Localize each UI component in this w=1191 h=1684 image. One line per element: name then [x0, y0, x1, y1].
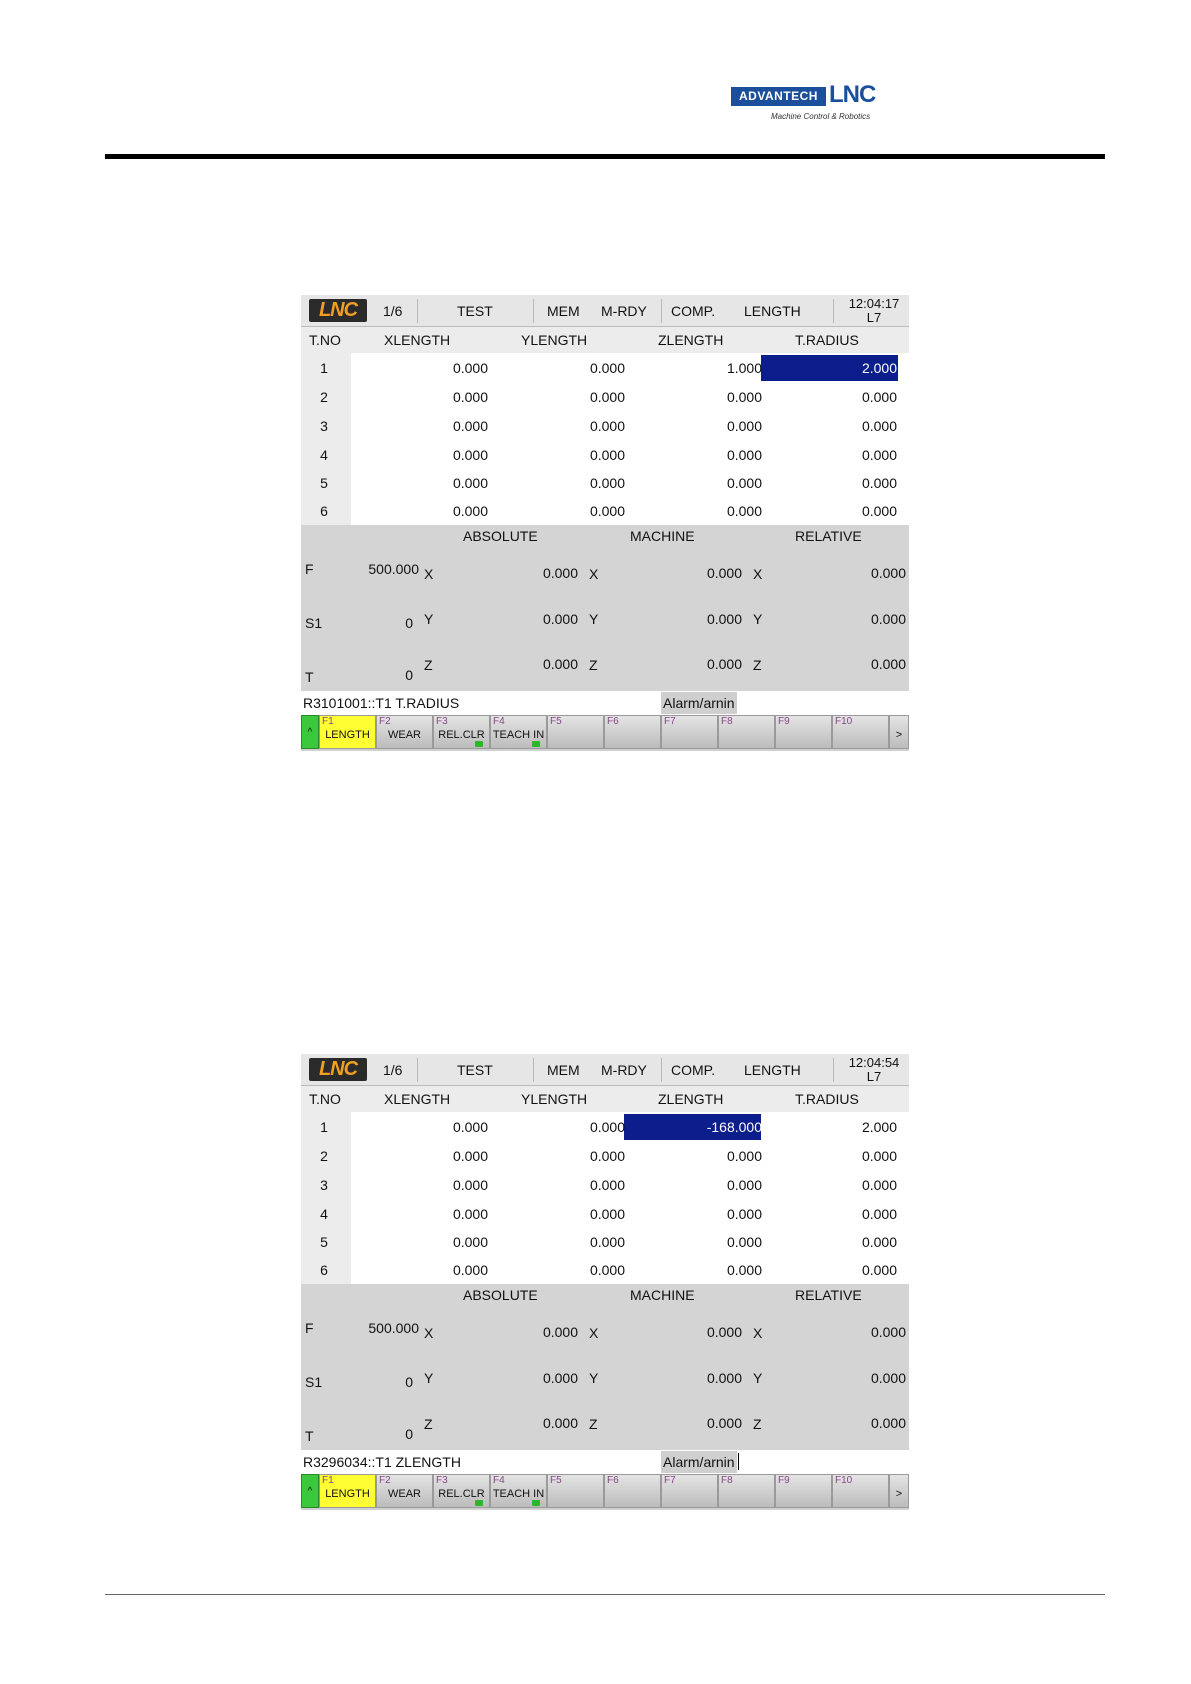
fkey-number: F2: [379, 1475, 391, 1486]
col-ylength: YLENGTH: [521, 332, 588, 348]
tool-label: T: [305, 1428, 314, 1444]
divider: [661, 1058, 662, 1082]
fkey-number: F4: [493, 716, 505, 727]
col-tno: T.NO: [309, 332, 341, 348]
f5-button[interactable]: [547, 715, 604, 749]
f10-button[interactable]: [832, 715, 889, 749]
ylength-cell[interactable]: 0.000: [589, 1234, 625, 1250]
ready-status: M-RDY: [601, 1062, 647, 1078]
brand-tagline: Machine Control & Robotics: [771, 112, 871, 121]
table-row[interactable]: [301, 1256, 909, 1284]
page-indicator: 1/6: [383, 1062, 403, 1078]
message-bar: [301, 691, 909, 715]
page-indicator: 1/6: [383, 303, 403, 319]
tno-cell: 1: [320, 360, 328, 376]
fkey-label: REL.CLR: [438, 729, 485, 741]
tradius-cell[interactable]: 0.000: [861, 1177, 897, 1193]
message-bar: [301, 1450, 909, 1474]
fkey-number: F5: [550, 716, 562, 727]
mem-label: MEM: [547, 303, 580, 319]
tool-value: 0: [405, 1426, 413, 1442]
abs-axis-label: Y: [424, 611, 434, 627]
feed-label: F: [305, 1320, 314, 1336]
fkey-label: TEACH IN: [492, 1488, 545, 1500]
f8-button[interactable]: [718, 1474, 775, 1508]
user-level: L7: [866, 310, 882, 325]
rel-axis-label: Z: [753, 1416, 762, 1432]
f2-wear-button[interactable]: [376, 1474, 433, 1508]
zlength-cell[interactable]: 1.000: [726, 360, 762, 376]
tool-value: 0: [405, 667, 413, 683]
xlength-cell[interactable]: 0.000: [452, 360, 488, 376]
ready-status: M-RDY: [601, 303, 647, 319]
abs-x-value: 0.000: [542, 565, 578, 581]
tno-cell: 2: [320, 1148, 328, 1164]
mach-z-value: 0.000: [706, 656, 742, 672]
f4-teach-in-button[interactable]: [490, 1474, 547, 1508]
advantech-lnc-logo: [731, 81, 881, 127]
xlength-cell[interactable]: 0.000: [452, 418, 488, 434]
zlength-cell[interactable]: 0.000: [726, 1177, 762, 1193]
zlength-cell[interactable]: 0.000: [726, 475, 762, 491]
brand-mark: LNC: [829, 81, 876, 108]
mach-x-value: 0.000: [706, 1324, 742, 1340]
spindle-value: 0: [405, 1374, 413, 1390]
f8-button[interactable]: [718, 715, 775, 749]
fkey-number: F8: [721, 716, 733, 727]
comp-label: COMP.: [671, 1062, 716, 1078]
function-key-bar: [301, 715, 909, 751]
fkey-number: F7: [664, 716, 676, 727]
tradius-cell[interactable]: 0.000: [861, 389, 897, 405]
rel-axis-label: X: [753, 1325, 763, 1341]
ylength-cell[interactable]: 0.000: [589, 1119, 625, 1135]
tno-cell: 2: [320, 389, 328, 405]
zlength-cell[interactable]: 0.000: [726, 1262, 762, 1278]
fkey-number: F3: [436, 1475, 448, 1486]
xlength-cell[interactable]: 0.000: [452, 1177, 488, 1193]
tradius-cell[interactable]: 0.000: [861, 475, 897, 491]
machine-header: MACHINE: [630, 1287, 695, 1303]
abs-axis-label: Z: [424, 657, 433, 673]
top-status-bar: [301, 295, 909, 327]
table-row[interactable]: [301, 1228, 909, 1256]
f4-teach-in-button[interactable]: [490, 715, 547, 749]
tno-cell: 3: [320, 1177, 328, 1193]
fkey-number: F10: [835, 1475, 853, 1486]
cnc-screen-2: [301, 1054, 909, 1510]
ylength-cell[interactable]: 0.000: [589, 503, 625, 519]
user-level: L7: [866, 1069, 882, 1084]
xlength-cell[interactable]: 0.000: [452, 1234, 488, 1250]
f7-button[interactable]: [661, 715, 718, 749]
comp-label: COMP.: [671, 303, 716, 319]
col-zlength: ZLENGTH: [658, 1091, 724, 1107]
tool-label: T: [305, 669, 314, 685]
rel-z-value: 0.000: [870, 656, 906, 672]
divider: [833, 1058, 834, 1082]
tno-cell: 4: [320, 447, 328, 463]
f3-rel-clr-button[interactable]: [433, 715, 490, 749]
rel-x-value: 0.000: [870, 565, 906, 581]
mach-axis-label: Z: [589, 1416, 598, 1432]
fkey-number: F9: [778, 1475, 790, 1486]
zlength-cell-selected[interactable]: -168.000: [706, 1119, 762, 1135]
status-message: R3296034::T1 ZLENGTH: [303, 1454, 461, 1470]
header-rule: [105, 154, 1105, 159]
fkey-number: F9: [778, 716, 790, 727]
lnc-logo: LNC: [309, 299, 367, 322]
mode-label: TEST: [457, 1062, 493, 1078]
fkey-number: F5: [550, 1475, 562, 1486]
spindle-label: S1: [305, 1374, 323, 1390]
f9-button[interactable]: [775, 1474, 832, 1508]
f1-length-button[interactable]: [319, 1474, 376, 1508]
screen-title: LENGTH: [744, 303, 801, 319]
divider: [533, 299, 534, 323]
footer-rule: [105, 1594, 1105, 1595]
mach-x-value: 0.000: [706, 565, 742, 581]
fkey-number: F3: [436, 716, 448, 727]
function-key-bar: [301, 1474, 909, 1510]
fkey-label: LENGTH: [325, 729, 370, 741]
fkey-label: REL.CLR: [438, 1488, 485, 1500]
fkey-number: F7: [664, 1475, 676, 1486]
mach-z-value: 0.000: [706, 1415, 742, 1431]
mach-axis-label: X: [589, 566, 599, 582]
table-row[interactable]: [301, 412, 909, 440]
feed-label: F: [305, 561, 314, 577]
mach-y-value: 0.000: [706, 611, 742, 627]
table-row[interactable]: [301, 383, 909, 411]
abs-y-value: 0.000: [542, 611, 578, 627]
tradius-cell[interactable]: 0.000: [861, 447, 897, 463]
mach-y-value: 0.000: [706, 1370, 742, 1386]
tno-cell: 5: [320, 1234, 328, 1250]
fkey-number: F2: [379, 716, 391, 727]
tradius-cell[interactable]: 0.000: [861, 1262, 897, 1278]
zlength-cell[interactable]: 0.000: [726, 1206, 762, 1222]
fkey-number: F4: [493, 1475, 505, 1486]
zlength-cell[interactable]: 0.000: [726, 1148, 762, 1164]
col-tno: T.NO: [309, 1091, 341, 1107]
tradius-cell-selected[interactable]: 2.000: [861, 360, 897, 376]
divider: [417, 1058, 418, 1082]
table-row[interactable]: [301, 1142, 909, 1170]
mem-label: MEM: [547, 1062, 580, 1078]
abs-axis-label: Y: [424, 1370, 434, 1386]
divider: [417, 299, 418, 323]
status-message: R3101001::T1 T.RADIUS: [303, 695, 460, 711]
fkey-number: F1: [322, 716, 334, 727]
fkey-number: F10: [835, 716, 853, 727]
feed-value: 500.000: [368, 561, 419, 577]
text-cursor: [738, 1453, 739, 1470]
xlength-cell[interactable]: 0.000: [452, 1148, 488, 1164]
rel-z-value: 0.000: [870, 1415, 906, 1431]
table-row[interactable]: [301, 497, 909, 525]
table-row[interactable]: [301, 1113, 909, 1141]
clock-time: 12:04:54: [848, 1055, 900, 1070]
softkey-page-up-button[interactable]: ^: [301, 1474, 319, 1508]
col-xlength: XLENGTH: [384, 332, 451, 348]
rel-axis-label: Z: [753, 657, 762, 673]
chevron-right-icon: >: [895, 729, 903, 741]
fkey-number: F6: [607, 1475, 619, 1486]
abs-z-value: 0.000: [542, 1415, 578, 1431]
rel-axis-label: Y: [753, 1370, 763, 1386]
clock: [841, 297, 907, 325]
zlength-cell[interactable]: 0.000: [726, 389, 762, 405]
mach-axis-label: Y: [589, 611, 599, 627]
tno-cell: 4: [320, 1206, 328, 1222]
softkey-page-up-button[interactable]: ^: [301, 715, 319, 749]
machine-header: MACHINE: [630, 528, 695, 544]
spindle-label: S1: [305, 615, 323, 631]
zlength-cell[interactable]: 0.000: [726, 503, 762, 519]
xlength-cell[interactable]: 0.000: [452, 447, 488, 463]
f10-button[interactable]: [832, 1474, 889, 1508]
clock-time: 12:04:17: [848, 296, 900, 311]
fkey-label: WEAR: [388, 1488, 421, 1500]
softkey-next-button[interactable]: [889, 715, 909, 749]
zlength-cell[interactable]: 0.000: [726, 447, 762, 463]
mach-axis-label: Y: [589, 1370, 599, 1386]
fkey-number: F6: [607, 716, 619, 727]
zlength-cell[interactable]: 0.000: [726, 418, 762, 434]
f2-wear-button[interactable]: [376, 715, 433, 749]
led-indicator: [532, 741, 540, 747]
ylength-cell[interactable]: 0.000: [589, 389, 625, 405]
ylength-cell[interactable]: 0.000: [589, 1148, 625, 1164]
relative-header: RELATIVE: [795, 1287, 862, 1303]
table-header: [301, 327, 909, 353]
ylength-cell[interactable]: 0.000: [589, 1262, 625, 1278]
ylength-cell[interactable]: 0.000: [589, 1206, 625, 1222]
top-status-bar: [301, 1054, 909, 1086]
abs-axis-label: X: [424, 566, 434, 582]
mach-axis-label: X: [589, 1325, 599, 1341]
ylength-cell[interactable]: 0.000: [589, 475, 625, 491]
ylength-cell[interactable]: 0.000: [589, 418, 625, 434]
fkey-number: F1: [322, 1475, 334, 1486]
table-header: [301, 1086, 909, 1112]
divider: [533, 1058, 534, 1082]
chevron-right-icon: >: [895, 1488, 903, 1500]
tno-cell: 5: [320, 475, 328, 491]
brand-name: ADVANTECH: [731, 87, 826, 106]
softkey-next-button[interactable]: [889, 1474, 909, 1508]
ylength-cell[interactable]: 0.000: [589, 360, 625, 376]
ylength-cell[interactable]: 0.000: [589, 1177, 625, 1193]
fkey-label: TEACH IN: [492, 729, 545, 741]
led-indicator: [532, 1500, 540, 1506]
col-tradius: T.RADIUS: [795, 332, 859, 348]
tradius-cell[interactable]: 0.000: [861, 1148, 897, 1164]
alarm-warning-button[interactable]: Alarm/arnin: [661, 1451, 737, 1473]
absolute-header: ABSOLUTE: [463, 1287, 538, 1303]
f6-button[interactable]: [604, 715, 661, 749]
f1-length-button[interactable]: [319, 715, 376, 749]
xlength-cell[interactable]: 0.000: [452, 1206, 488, 1222]
rel-x-value: 0.000: [870, 1324, 906, 1340]
relative-header: RELATIVE: [795, 528, 862, 544]
cnc-screen-1: [301, 295, 909, 751]
absolute-header: ABSOLUTE: [463, 528, 538, 544]
mach-axis-label: Z: [589, 657, 598, 673]
rel-y-value: 0.000: [870, 1370, 906, 1386]
f5-button[interactable]: [547, 1474, 604, 1508]
alarm-warning-button[interactable]: Alarm/arnin: [661, 692, 737, 714]
rel-y-value: 0.000: [870, 611, 906, 627]
tradius-cell[interactable]: 0.000: [861, 1234, 897, 1250]
tradius-cell[interactable]: 0.000: [861, 418, 897, 434]
abs-axis-label: X: [424, 1325, 434, 1341]
xlength-cell[interactable]: 0.000: [452, 389, 488, 405]
tno-cell: 3: [320, 418, 328, 434]
table-row[interactable]: [301, 354, 909, 382]
mode-label: TEST: [457, 303, 493, 319]
fkey-label: LENGTH: [325, 1488, 370, 1500]
led-indicator: [475, 741, 483, 747]
xlength-cell[interactable]: 0.000: [452, 503, 488, 519]
col-ylength: YLENGTH: [521, 1091, 588, 1107]
col-xlength: XLENGTH: [384, 1091, 451, 1107]
zlength-cell[interactable]: 0.000: [726, 1234, 762, 1250]
table-row[interactable]: [301, 441, 909, 469]
xlength-cell[interactable]: 0.000: [452, 475, 488, 491]
fkey-number: F8: [721, 1475, 733, 1486]
abs-axis-label: Z: [424, 1416, 433, 1432]
divider: [661, 299, 662, 323]
tno-cell: 6: [320, 503, 328, 519]
rel-axis-label: Y: [753, 611, 763, 627]
lnc-logo: LNC: [309, 1058, 367, 1081]
f9-button[interactable]: [775, 715, 832, 749]
tradius-cell[interactable]: 0.000: [861, 503, 897, 519]
tradius-cell[interactable]: 0.000: [861, 1206, 897, 1222]
fkey-label: WEAR: [388, 729, 421, 741]
f3-rel-clr-button[interactable]: [433, 1474, 490, 1508]
f7-button[interactable]: [661, 1474, 718, 1508]
table-row[interactable]: [301, 469, 909, 497]
divider: [833, 299, 834, 323]
abs-x-value: 0.000: [542, 1324, 578, 1340]
tradius-cell[interactable]: 2.000: [861, 1119, 897, 1135]
ylength-cell[interactable]: 0.000: [589, 447, 625, 463]
f6-button[interactable]: [604, 1474, 661, 1508]
abs-z-value: 0.000: [542, 656, 578, 672]
xlength-cell[interactable]: 0.000: [452, 1119, 488, 1135]
tno-cell: 6: [320, 1262, 328, 1278]
col-tradius: T.RADIUS: [795, 1091, 859, 1107]
table-row[interactable]: [301, 1171, 909, 1199]
led-indicator: [475, 1500, 483, 1506]
table-row[interactable]: [301, 1200, 909, 1228]
xlength-cell[interactable]: 0.000: [452, 1262, 488, 1278]
feed-value: 500.000: [368, 1320, 419, 1336]
screen-title: LENGTH: [744, 1062, 801, 1078]
tno-cell: 1: [320, 1119, 328, 1135]
rel-axis-label: X: [753, 566, 763, 582]
spindle-value: 0: [405, 615, 413, 631]
col-zlength: ZLENGTH: [658, 332, 724, 348]
clock: [841, 1056, 907, 1084]
abs-y-value: 0.000: [542, 1370, 578, 1386]
